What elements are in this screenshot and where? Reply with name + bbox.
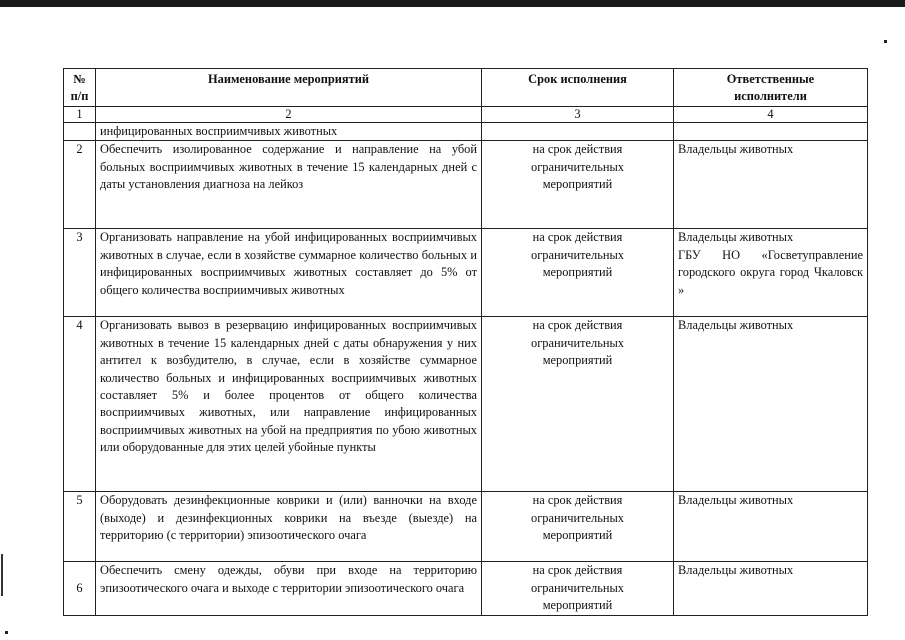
column-index: 4 bbox=[674, 107, 868, 123]
term-text: мероприятий bbox=[542, 265, 613, 280]
term-text: на срок действия bbox=[532, 493, 623, 508]
table-row bbox=[64, 492, 868, 562]
header-row bbox=[64, 69, 868, 107]
term-text: на срок действия bbox=[532, 230, 623, 245]
responsible-cell bbox=[674, 562, 868, 615]
column-index-row bbox=[64, 107, 868, 123]
responsible-cell bbox=[674, 317, 868, 492]
table-row-continuation bbox=[64, 123, 868, 141]
row-number: 3 bbox=[64, 229, 96, 317]
header-responsible-line1: Ответственные bbox=[726, 72, 815, 86]
term-cell bbox=[482, 123, 674, 141]
header-term: Срок исполнения bbox=[482, 69, 674, 107]
row-number bbox=[64, 123, 96, 141]
scan-top-border bbox=[0, 0, 905, 7]
measure-name: Организовать направление на убой инфицированных восприимчивых животных в случае, если в хозяйстве суммарное количество больных и инфицированных восприимчивых животных составляет до 5% от общего количества восприимчивых животных bbox=[96, 229, 482, 317]
measure-name: Обеспечить смену одежды, обуви при входе на территорию эпизоотического очага и выходе с территории эпизоотического очага bbox=[96, 562, 482, 615]
measure-name: Организовать вывоз в резервацию инфицированных восприимчивых животных в течение 15 календарных дней с даты обнаружения у них антител к возбудителю, в случае, если в хозяйстве суммарное количество больных и инфицированных восприимчивых животных составляет 5% и более процентов от общего количества восприимчивых животных, или направление инфицированных восприимчивых животных на убой на предприятия по убою животных или оборудованные для этих целей убойные пункты bbox=[96, 317, 482, 492]
column-index: 2 bbox=[96, 107, 482, 123]
responsible-text: Владельцы животных bbox=[678, 318, 794, 333]
responsible-cell bbox=[674, 141, 868, 229]
term-text: ограничительных bbox=[531, 159, 624, 174]
term-text: мероприятий bbox=[542, 528, 613, 543]
term-text: мероприятий bbox=[542, 353, 613, 368]
responsible-text: Владельцы животных bbox=[678, 563, 794, 578]
column-index: 3 bbox=[482, 107, 674, 123]
term-text: ограничительных bbox=[531, 247, 624, 262]
term-text: мероприятий bbox=[542, 598, 613, 613]
table-row bbox=[64, 317, 868, 492]
measure-name: инфицированных восприимчивых животных bbox=[96, 123, 482, 141]
header-responsible-line2: исполнители bbox=[734, 89, 807, 104]
responsible-text: ГБУ НО «Госветуправление городского округа город Чкаловск » bbox=[678, 247, 863, 297]
responsible-text: Владельцы животных bbox=[678, 230, 794, 245]
responsible-text: Владельцы животных bbox=[678, 493, 794, 508]
scan-artifact bbox=[1, 554, 3, 596]
term-cell bbox=[482, 141, 674, 229]
responsible-cell bbox=[674, 492, 868, 562]
header-responsible bbox=[674, 69, 868, 107]
measures-table bbox=[63, 68, 868, 616]
row-number: 5 bbox=[64, 492, 96, 562]
term-text: мероприятий bbox=[542, 177, 613, 192]
scan-artifact bbox=[884, 40, 887, 43]
table-row bbox=[64, 141, 868, 229]
term-text: ограничительных bbox=[531, 580, 624, 595]
column-index: 1 bbox=[64, 107, 96, 123]
term-cell bbox=[482, 562, 674, 615]
header-number-line2: п/п bbox=[70, 89, 89, 104]
table-row bbox=[64, 562, 868, 615]
term-cell bbox=[482, 492, 674, 562]
term-cell bbox=[482, 317, 674, 492]
measure-name: Оборудовать дезинфекционные коврики и (или) ванночки на входе (выходе) и дезинфекционных коврики на въезде (выезде) на территорию (с территории) эпизоотического очага bbox=[96, 492, 482, 562]
row-number: 2 bbox=[64, 141, 96, 229]
scan-artifact bbox=[5, 631, 8, 634]
term-text: ограничительных bbox=[531, 335, 624, 350]
row-number: 4 bbox=[64, 317, 96, 492]
responsible-cell bbox=[674, 123, 868, 141]
measure-name: Обеспечить изолированное содержание и направление на убой больных восприимчивых животных в течение 15 календарных дней с даты установления диагноза на лейкоз bbox=[96, 141, 482, 229]
term-cell bbox=[482, 229, 674, 317]
table-row bbox=[64, 229, 868, 317]
term-text: ограничительных bbox=[531, 510, 624, 525]
responsible-cell bbox=[674, 229, 868, 317]
term-text: на срок действия bbox=[532, 318, 623, 333]
term-text: на срок действия bbox=[532, 563, 623, 578]
responsible-text: Владельцы животных bbox=[678, 142, 794, 157]
term-text: на срок действия bbox=[532, 142, 623, 157]
row-number: 6 bbox=[64, 562, 96, 615]
header-number-line1: № bbox=[73, 72, 86, 86]
header-name: Наименование мероприятий bbox=[96, 69, 482, 107]
header-number bbox=[64, 69, 96, 107]
